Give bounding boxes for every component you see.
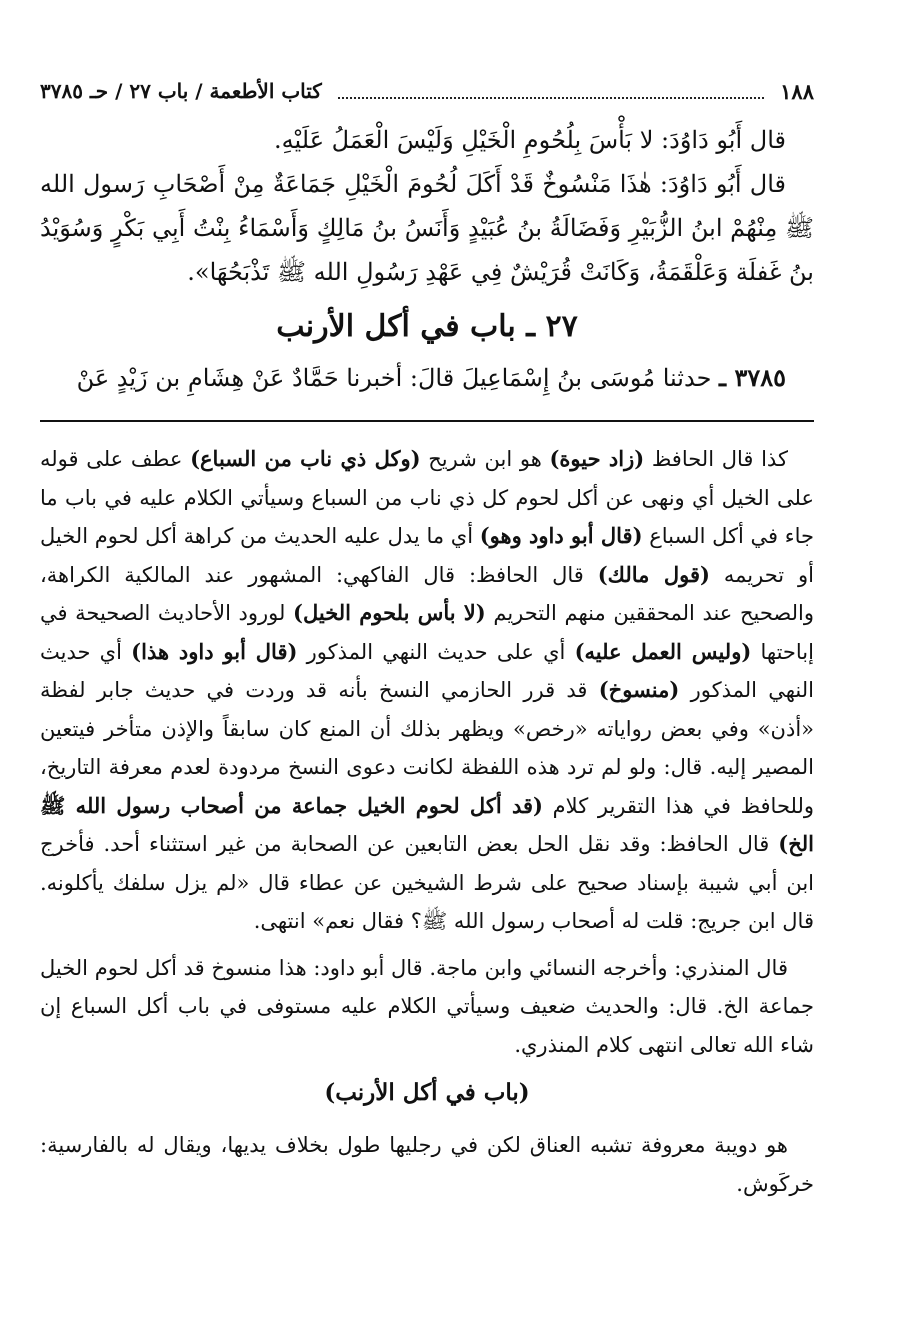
- page-number: ١٨٨: [780, 78, 814, 104]
- commentary-quote: (قال أبو داود هذا): [131, 638, 298, 664]
- commentary-text: أي ما يدل عليه الحديث من كراهة أكل لحوم الخيل أو تحريمه: [40, 524, 814, 587]
- hadith-line: [40, 358, 814, 398]
- commentary-text: أي على حديث النهي المذكور: [306, 639, 566, 664]
- commentary-divider: [40, 420, 814, 422]
- commentary-paragraph-2: قال المنذري: وأخرجه النسائي وابن ماجة. قال أبو داود: هذا منسوخ قد أكل لحوم الخيل جماعة الخ. قال: والحديث ضعيف وسيأتي الكلام عليه مستوفى في باب أكل السباع إن شاء الله تعالى انتهى كلام المنذري.: [39, 955, 814, 1057]
- main-paragraph-2: قال أَبُو دَاوُدَ: هٰذَا مَنْسُوخٌ قَدْ أَكَلَ لُحُومَ الْخَيْلِ جَمَاعَةٌ مِنْ أَصْحَابِ رَسول الله ﷺ مِنْهُمْ ابنُ الزُّبَيْرِ وَفَضَالَةُ بنُ عُبَيْدٍ وَأَنَسُ بنُ مَالِكٍ وَأَسْمَاءُ بِنْتُ أَبِي بَكْرٍ وَسُوَيْدُ بنُ غَفلَة وَعَلْقَمَةُ، وَكَانَتْ قُرَيْشٌ فِي عَهْدِ رَسُولِ الله ﷺ تَذْبَحُهَا».: [40, 170, 814, 286]
- commentary-quote: (قول مالك): [597, 561, 710, 587]
- commentary-text: قال الحافظ: وقد نقل الحل بعض التابعين عن الصحابة من غير استثناء أحد. فأخرج ابن أبي شيبة بإسناد صحيح على شرط الشيخين عن عطاء قال «لم يزل سلفك يأكلونه. قال ابن جريج: قلت له أصحاب رسول الله ﷺ؟ فقال نعم» انتهى.: [40, 832, 814, 933]
- header-dotted-leader: [338, 83, 764, 99]
- commentary-quote: (وليس العمل عليه): [574, 638, 752, 664]
- commentary: [40, 440, 814, 1203]
- commentary-text: أي حديث النهي المذكور: [40, 639, 815, 702]
- commentary-text: كذا قال الحافظ: [651, 447, 788, 471]
- commentary-text: عطف على قوله على الخيل أي ونهى عن أكل لحوم كل ذي ناب من السباع وسيأتي الكلام عليه في باب ما جاء في أكل السباع: [40, 447, 814, 548]
- commentary-quote: (قد أكل لحوم الخيل جماعة من أصحاب رسول الله ﷺ الخ): [40, 792, 815, 856]
- hadith-text: حدثنا مُوسَى بنُ إِسْمَاعِيلَ قالَ: أخبرنا حَمَّادٌ عَنْ هِشَامِ بن زَيْدٍ عَنْ: [76, 364, 712, 392]
- book-page: [40, 70, 814, 1308]
- chapter-heading: ٢٧ ـ باب في أكل الأرنب: [276, 309, 578, 344]
- commentary-quote: (زاد حيوة): [549, 446, 645, 471]
- main-text: [40, 118, 814, 398]
- hadith-number: ٣٧٨٥ ـ: [719, 363, 786, 392]
- commentary-heading: (باب في أكل الأرنب): [324, 1079, 530, 1106]
- commentary-paragraph-1: [40, 440, 814, 941]
- main-paragraph-1: قال أَبُو دَاوُدَ: لا بَأْسَ بِلُحُومِ الْخَيْلِ وَلَيْسَ الْعَمَلُ عَلَيْهِ.: [274, 126, 786, 154]
- commentary-text: لورود الأحاديث الصحيحة في إباحتها: [40, 601, 814, 664]
- commentary-paragraph-3: هو دويبة معروفة تشبه العناق لكن في رجليها طول بخلاف يديها، ويقال له بالفارسية: خركَوش.: [40, 1133, 814, 1196]
- commentary-quote: (وكل ذي ناب من السباع): [190, 446, 421, 471]
- commentary-quote: (قال أبو داود وهو): [479, 523, 643, 548]
- commentary-quote: (منسوخ): [598, 677, 680, 702]
- commentary-text: قد قرر الحازمي النسخ بأنه قد وردت في حديث جابر لفظة «أذن» وفي بعض رواياته «رخص» ويظهر بذلك أن المنع كان سابقاً والإذن متأخر فيتعين المصير إليه. قال: ولو لم ترد هذه اللفظة لكانت دعوى النسخ مردودة لعدم معرفة التاريخ، وللحافظ في هذا التقرير كلام: [40, 678, 814, 818]
- page-header: [40, 70, 814, 112]
- commentary-text: هو ابن شريح: [428, 447, 542, 471]
- commentary-text: قال الحافظ: قال الفاكهي: المشهور عند المالكية الكراهة، والصحيح عند المحققين منهم التحريم: [40, 562, 814, 625]
- running-title: كتاب الأطعمة / باب ٢٧ / حـ ٣٧٨٥: [40, 79, 322, 103]
- commentary-quote: (لا بأس بلحوم الخيل): [293, 600, 486, 625]
